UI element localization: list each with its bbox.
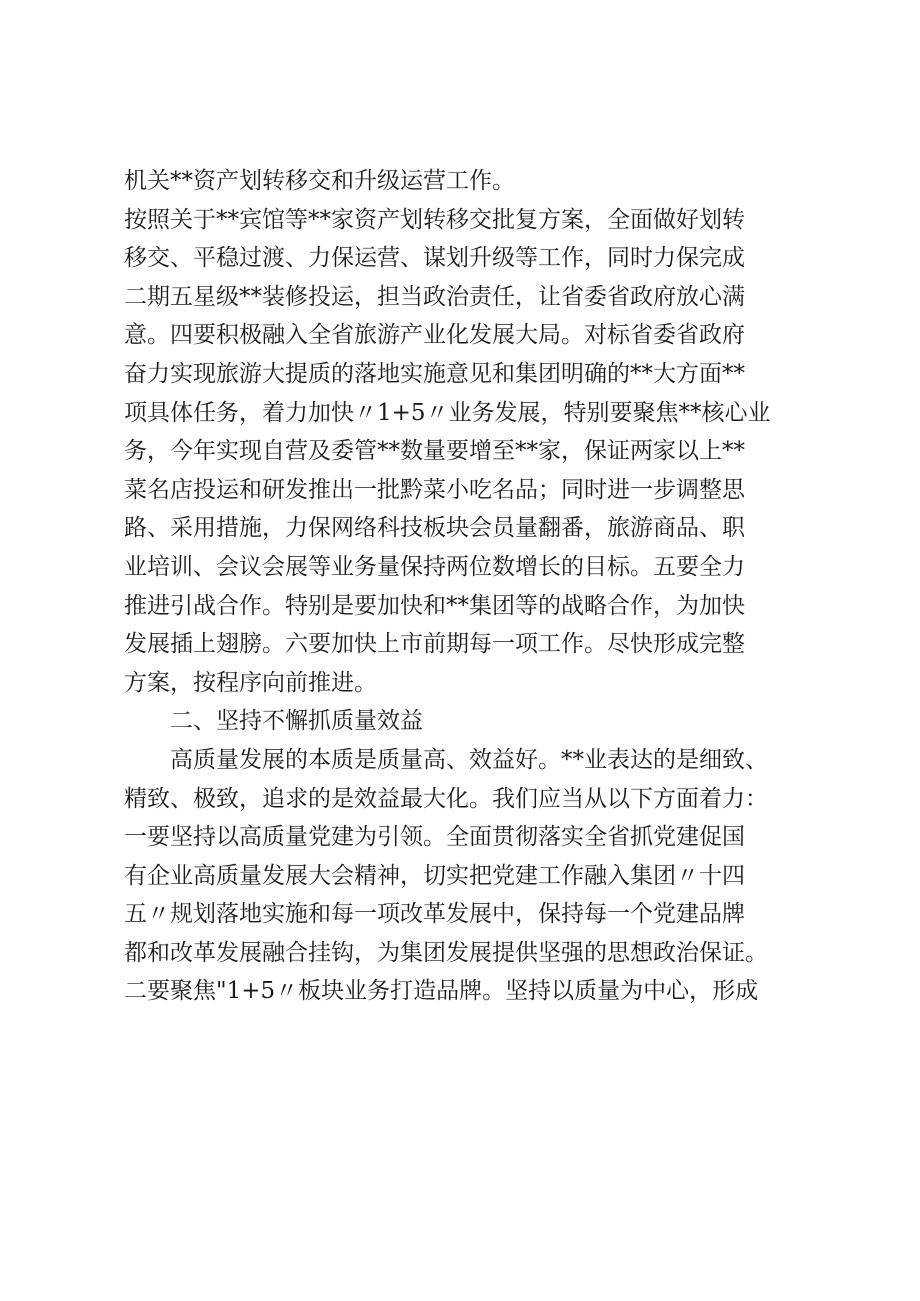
text-line: 路、采用措施，力保网络科技板块会员量翻番，旅游商品、职 [124,515,745,542]
section-heading: 二、坚持不懈抓质量效益 [170,708,423,735]
text-line: 发展插上翅膀。六要加快上市前期每一项工作。尽快形成完整 [124,631,745,658]
text-line: 奋力实现旅游大提质的落地实施意见和集团明确的**大方面** [124,360,745,387]
text-line: 按照关于**宾馆等**家资产划转移交批复方案，全面做好划转 [124,206,745,233]
text-line: 一要坚持以高质量党建为引领。全面贯彻落实全省抓党建促国 [124,824,745,851]
text-line: 精致、极致，追求的是效益最大化。我们应当从以下方面着力： [124,785,768,812]
text-line: 菜名店投运和研发推出一批黔菜小吃名品；同时进一步调整思 [124,476,745,503]
text-line: 机关**资产划转移交和升级运营工作。 [124,168,515,194]
paragraph-first-line: 高质量发展的本质是质量高、效益好。**业表达的是细致、 [170,746,768,773]
body-text [124,162,804,1011]
text-line: 五〃规划落地实施和每一项改革发展中，保持每一个党建品牌 [124,901,745,928]
text-line: 推进引战合作。特别是要加快和**集团等的战略合作，为加快 [124,592,745,619]
text-line: 业培训、会议会展等业务量保持两位数增长的目标。五要全力 [124,553,745,580]
text-line: 二期五星级**装修投运，担当政治责任，让省委省政府放心满 [124,283,745,310]
text-line: 都和改革发展融合挂钩，为集团发展提供坚强的思想政治保证。 [124,939,768,966]
text-line: 有企业高质量发展大会精神，切实把党建工作融入集团〃十四 [124,862,745,889]
text-line: 意。四要积极融入全省旅游产业化发展大局。对标省委省政府 [124,322,745,349]
text-line: 方案，按程序向前推进。 [124,669,377,696]
text-line: 项具体任务，着力加快〃1+5〃业务发展，特别要聚焦**核心业 [124,399,771,426]
text-line: 务，今年实现自营及委管**数量要增至**家，保证两家以上** [124,438,745,465]
text-line: 二要聚焦"1+5〃板块业务打造品牌。坚持以质量为中心，形成 [124,978,759,1005]
text-line: 移交、平稳过渡、力保运营、谋划升级等工作，同时力保完成 [124,245,745,272]
